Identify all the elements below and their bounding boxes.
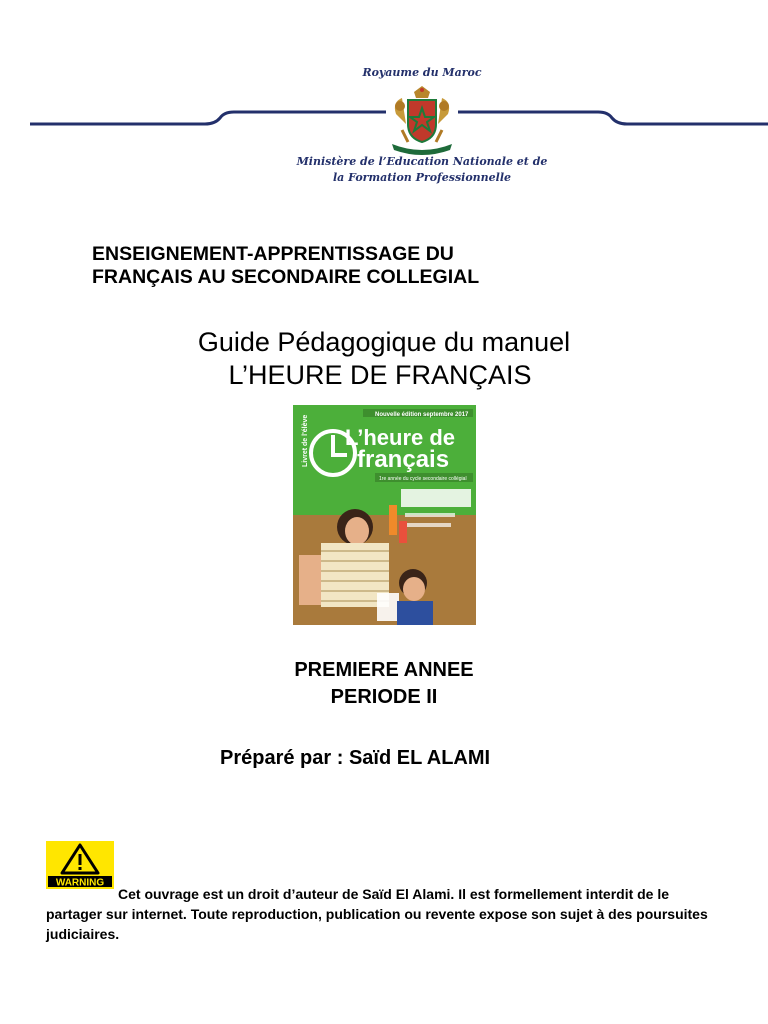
year-period	[0, 657, 768, 711]
coat-of-arms-icon	[386, 84, 458, 156]
cover-side-label: Livret de l'élève	[302, 414, 309, 467]
cover-title-1: L’heure de	[345, 425, 456, 450]
warning-triangle-icon	[46, 841, 114, 889]
cover-subtitle: 1re année du cycle secondaire collégial	[379, 476, 467, 482]
title-line-1: Guide Pédagogique du manuel	[197, 327, 571, 357]
period-line: PERIODE II	[330, 686, 438, 708]
year-line: PREMIERE ANNEE	[294, 659, 474, 681]
subject-line-2: FRANÇAIS AU SECONDAIRE COLLEGIAL	[92, 266, 480, 288]
subject-heading	[92, 243, 479, 289]
ministry-line-1: Ministère de l’Education Nationale et de	[296, 155, 548, 168]
ministry-label	[0, 154, 768, 186]
title-line-2: L’HEURE DE FRANÇAIS	[228, 360, 532, 390]
book-cover-image	[293, 405, 476, 625]
warning-label: WARNING	[55, 877, 105, 889]
cover-title-2: français	[357, 446, 450, 473]
kingdom-label: Royaume du Maroc	[362, 66, 482, 79]
cover-edition: Nouvelle édition septembre 2017	[375, 412, 469, 418]
author-line: Préparé par : Saïd EL ALAMI	[220, 747, 491, 769]
subject-line-1: ENSEIGNEMENT-APPRENTISSAGE DU	[92, 243, 454, 265]
copyright-notice: Cet ouvrage est un droit d’auteur de Saïd El Alami. Il est formellement interdit de le partager sur internet. Toute reproduction, publication ou revente expose son sujet à des poursuites judiciaires.	[46, 886, 708, 942]
page-title	[0, 326, 768, 392]
header-divider	[0, 108, 768, 138]
ministry-line-2: la Formation Professionnelle	[332, 171, 512, 184]
